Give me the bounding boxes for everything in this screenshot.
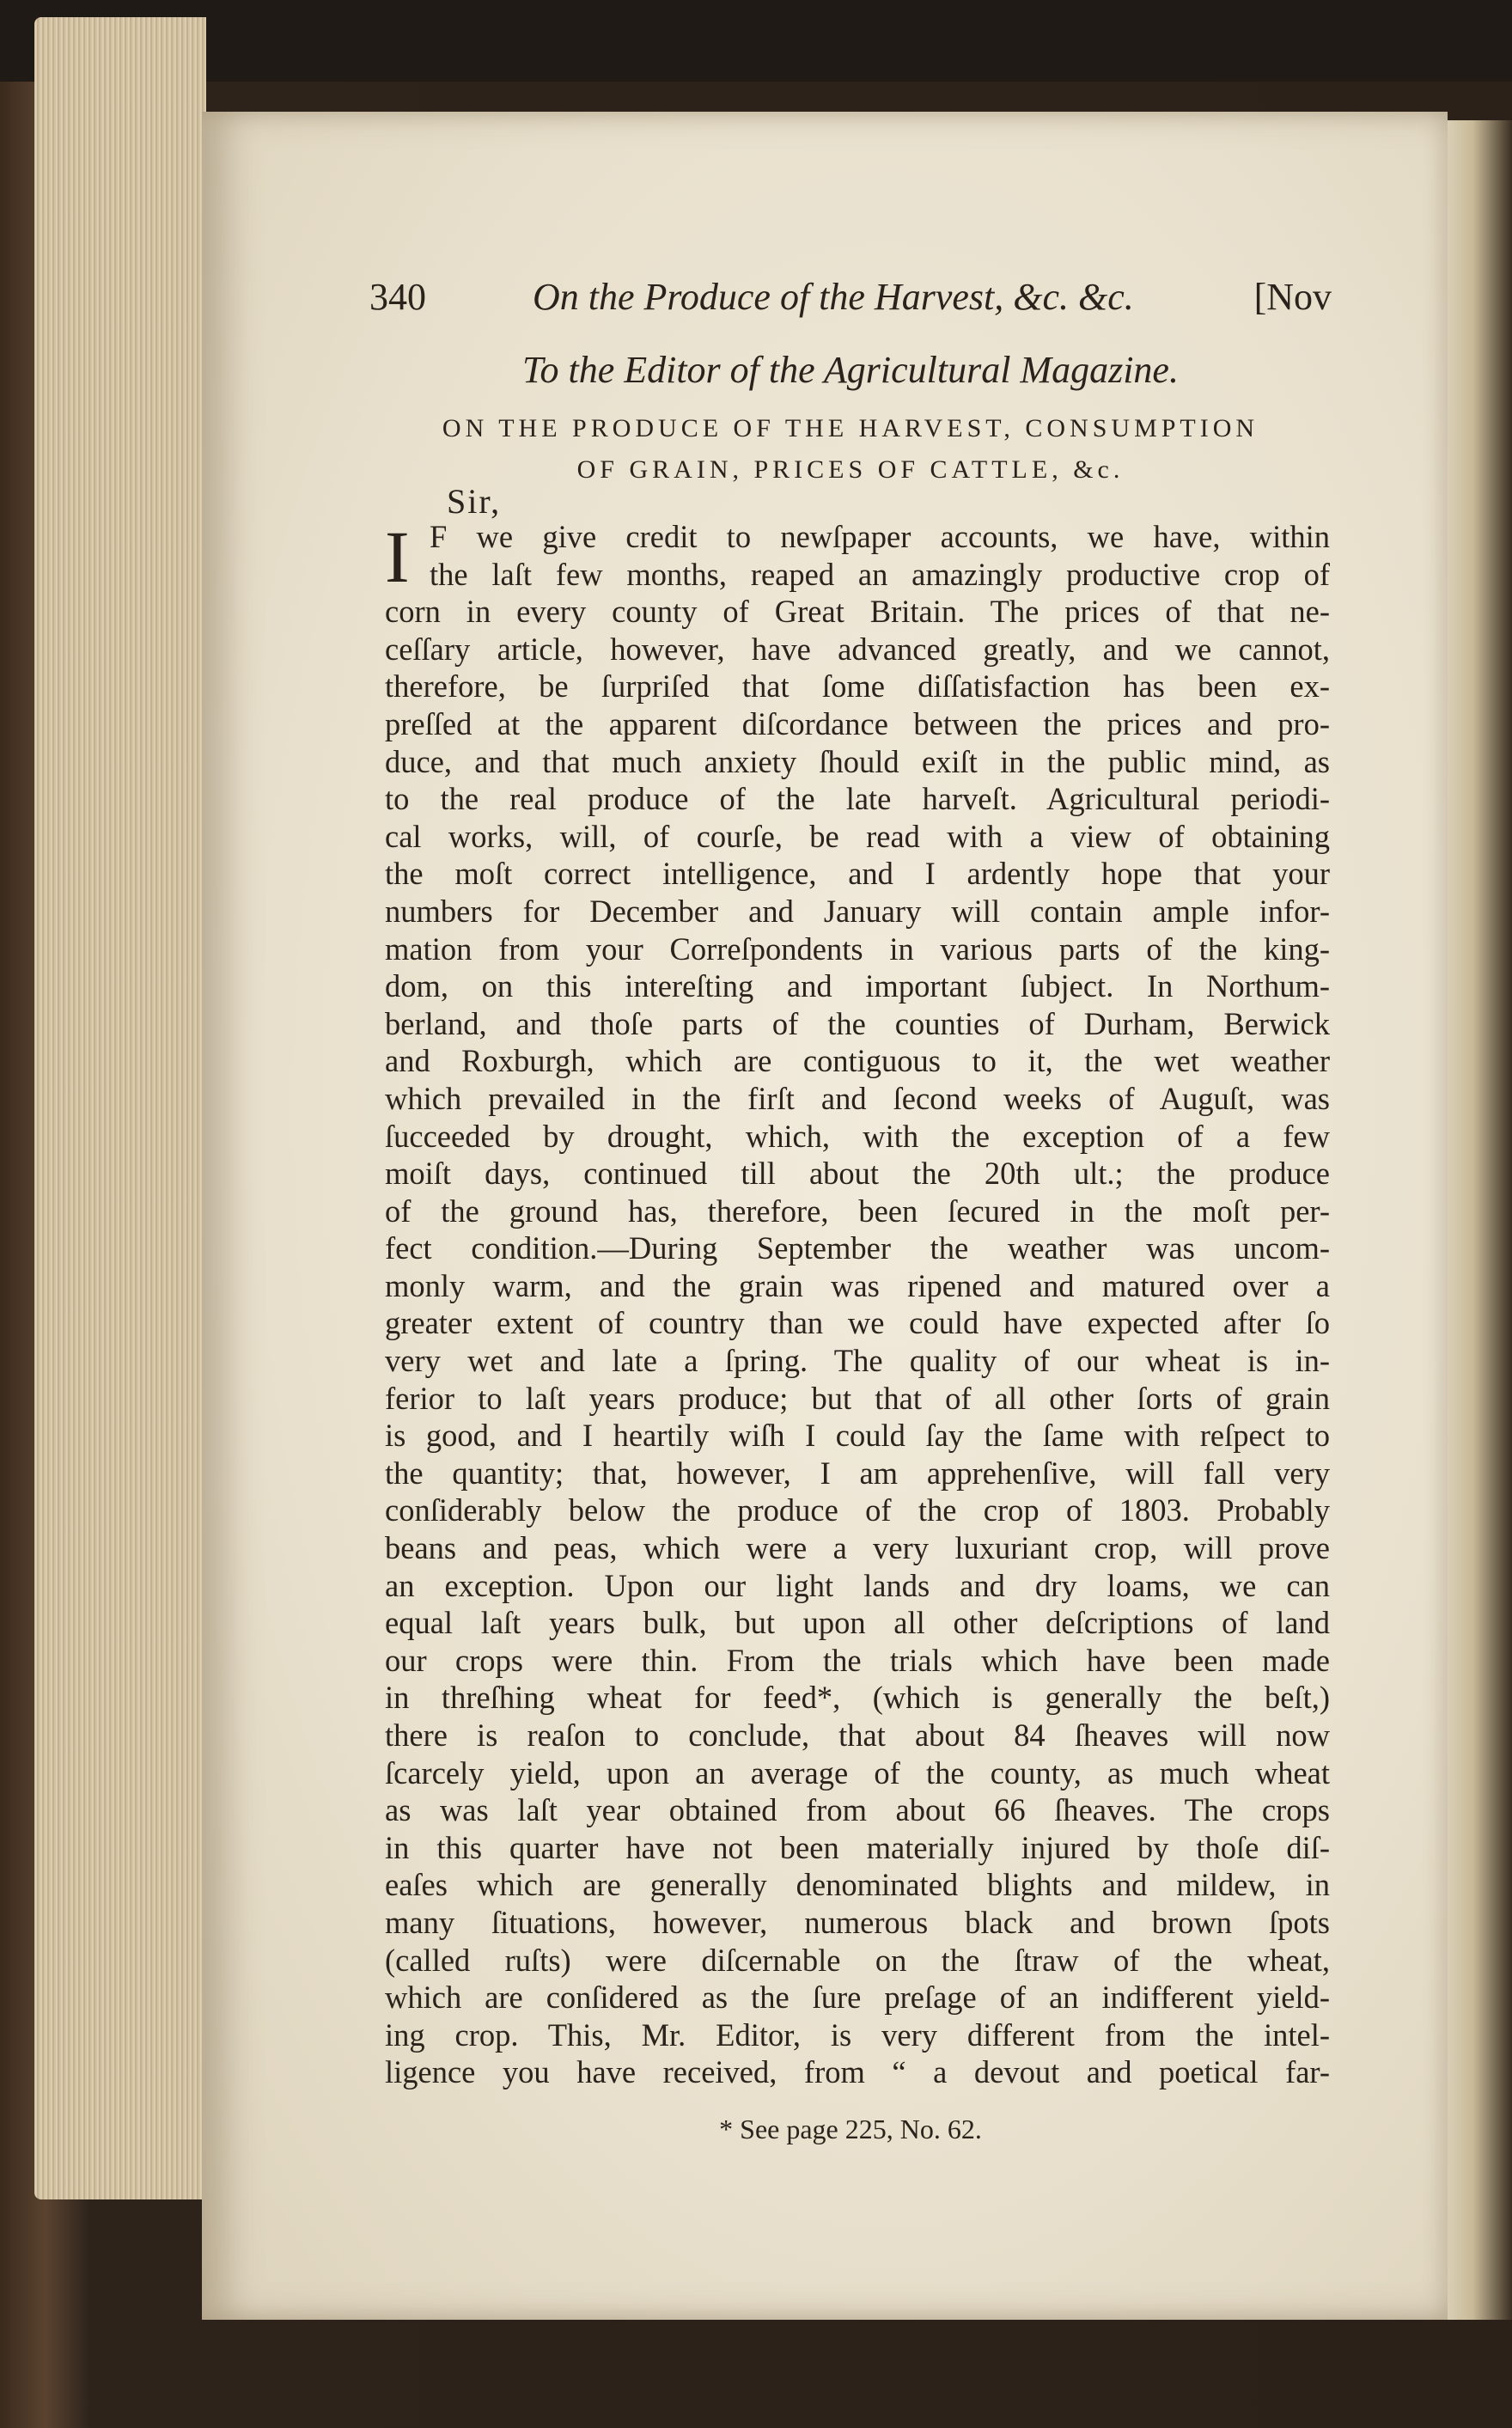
text-line: equal laſt years bulk, but upon all other deſcriptions of land [385,1605,1330,1641]
facing-page-edge [1448,120,1512,2320]
text-line: of the ground has, therefore, been ſecured in the moſt per- [385,1193,1330,1229]
drop-cap: I [385,515,410,598]
text-line: greater extent of country than we could have expected after ſo [385,1305,1330,1341]
text-line: eaſes which are generally denominated blights and mildew, in [385,1867,1330,1903]
body-text [385,515,1330,2091]
text-line: very wet and late a ſpring. The quality of our wheat is in- [385,1343,1330,1379]
text-line: (called ruſts) were diſcernable on the ſtraw of the wheat, [385,1942,1330,1978]
text-line: preſſed at the apparent diſcordance between the prices and pro- [385,705,1330,741]
text-line: ligence you have received, from “ a devout and poetical far- [385,2054,1330,2090]
text-line: which are conſidered as the ſure preſage of an indifferent yield- [385,1980,1330,2016]
salutation: Sir, [447,482,502,521]
text-line: in this quarter have not been materially injured by thoſe diſ- [385,1829,1330,1865]
text-line: beans and peas, which were a very luxuriant crop, will prove [385,1530,1330,1566]
text-line: the laſt few months, reaped an amazingly productive crop of [430,556,1330,592]
text-line: cal works, will, of courſe, be read with a view of obtaining [385,818,1330,854]
text-line: ferior to laſt years produce; but that of all other ſorts of grain [385,1380,1330,1416]
text-line: F we give credit to newſpaper accounts, we have, within [430,519,1330,554]
page-number: 340 [369,276,426,318]
text-line: in threſhing wheat for feed*, (which is generally the beſt,) [385,1680,1330,1716]
text-line: dom, on this intereſting and important ſubject. In Northum- [385,968,1330,1004]
text-line: ceſſary article, however, have advanced greatly, and we cannot, [385,631,1330,667]
text-line: to the real produce of the late harveſt. Agricultural periodi- [385,781,1330,817]
text-line: and Roxburgh, which are contiguous to it, the wet weather [385,1043,1330,1079]
text-line: numbers for December and January will contain ample infor- [385,893,1330,929]
text-line: many ſituations, however, numerous black and brown ſpots [385,1904,1330,1940]
heading-line-1: ON THE PRODUCE OF THE HARVEST, CONSUMPTION [442,414,1259,442]
running-month: [Nov [1253,276,1332,318]
text-line: moiſt days, continued till about the 20th ult.; the produce [385,1156,1330,1192]
text-line: fect condition.—During September the weather was uncom- [385,1230,1330,1266]
text-line: duce, and that much anxiety ſhould exiſt in the public mind, as [385,743,1330,779]
text-line: mation from your Correſpondents in various parts of the king- [385,930,1330,967]
text-line: ing crop. This, Mr. Editor, is very different from the intel- [385,2016,1330,2053]
article-heading [378,408,1323,491]
text-line: corn in every county of Great Britain. The prices of that ne- [385,594,1330,630]
running-title: On the Produce of the Harvest, &c. &c. [533,276,1134,318]
address-line: To the Editor of the Agricultural Magazine. [522,349,1179,391]
heading-line-2: OF GRAIN, PRICES OF CATTLE, &c. [576,455,1125,484]
text-line: is good, and I heartily wiſh I could ſay the ſame with reſpect to [385,1418,1330,1454]
text-line: there is reaſon to conclude, that about 84 ſheaves will now [385,1717,1330,1753]
text-line: an exception. Upon our light lands and dry loams, we can [385,1567,1330,1603]
text-line: berland, and thoſe parts of the counties of Durham, Berwick [385,1005,1330,1041]
text-line: as was laſt year obtained from about 66 ſheaves. The crops [385,1792,1330,1828]
text-line: ſucceeded by drought, which, with the exception of a few [385,1118,1330,1154]
text-line: monly warm, and the grain was ripened and matured over a [385,1267,1330,1303]
text-line: the quantity; that, however, I am apprehenſive, will fall very [385,1455,1330,1491]
text-line: conſiderably below the produce of the crop of 1803. Probably [385,1492,1330,1528]
text-line: which prevailed in the firſt and ſecond weeks of Auguſt, was [385,1080,1330,1116]
text-line: therefore, be ſurpriſed that ſome diſſatisfaction has been ex- [385,668,1330,705]
text-line: our crops were thin. From the trials which have been made [385,1642,1330,1678]
footnote: * See page 225, No. 62. [719,2114,982,2144]
running-head [369,275,1332,326]
text-line: the moſt correct intelligence, and I ardently hope that your [385,856,1330,892]
text-line: ſcarcely yield, upon an average of the county, as much wheat [385,1754,1330,1790]
page-edges [34,17,206,2199]
